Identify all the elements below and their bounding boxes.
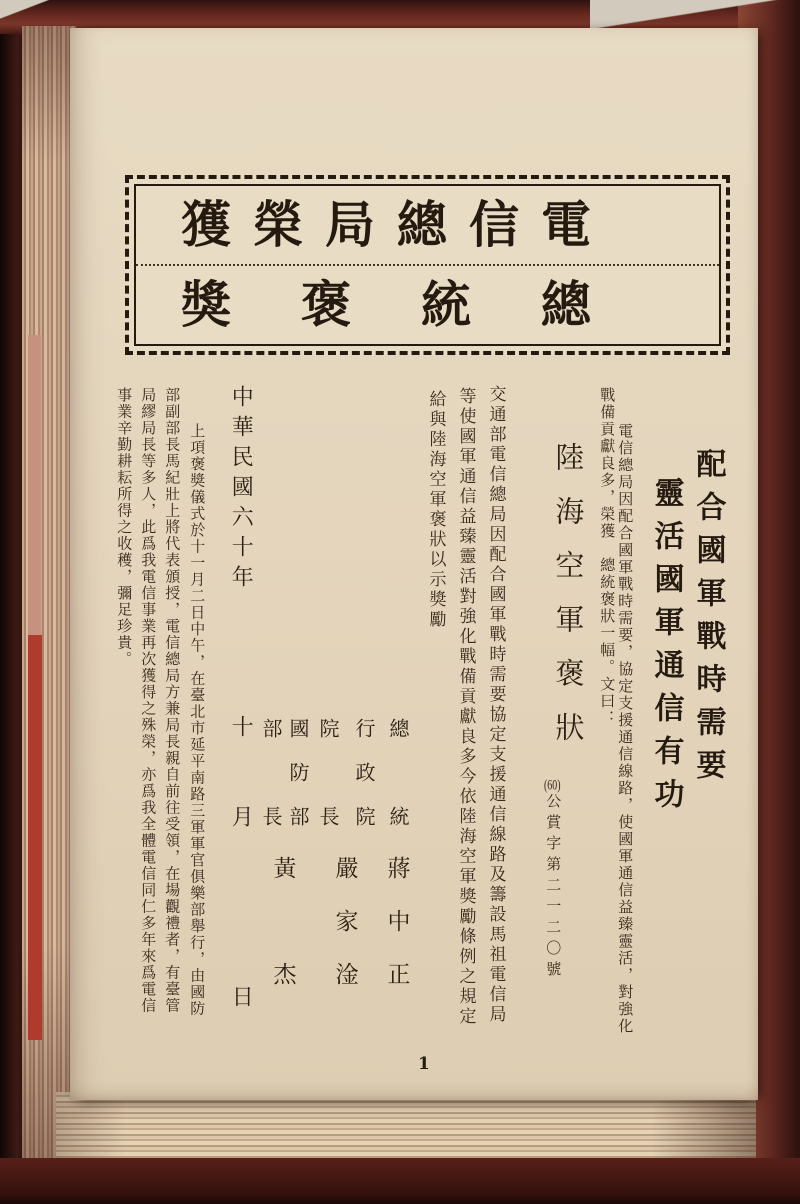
page-edge-pink-strip: [28, 335, 41, 635]
signature-defense-minister-title-sub: 部 長: [259, 718, 281, 850]
signature-president-title: 總 統: [386, 718, 408, 850]
masthead-inner-border: [134, 184, 721, 346]
headline-col-1: 配合國軍戰時需要: [691, 448, 725, 792]
page-edge-red-strip: [28, 635, 42, 1040]
date-line: 中華民國六十年 十 月 日: [229, 385, 255, 1015]
citation-body-col-3: 給與陸海空軍褒狀以示獎勵: [426, 390, 446, 630]
citation-title: 陸海空軍褒狀: [551, 442, 584, 766]
book-cover-bottom-edge: [0, 1158, 800, 1204]
background-top-left: [0, 0, 85, 24]
citation-body-col-1: 交通部電信總局因配合國軍戰時需要協定支援通信線路及籌設馬祖電信局: [486, 385, 506, 1025]
masthead-line-1: 獲 榮 局 總 信 電: [136, 186, 719, 266]
signature-premier-name: 嚴家淦: [332, 856, 358, 1015]
headline-col-2: 靈活國軍通信有功: [649, 477, 683, 821]
intro-col-1: 電信總局因配合國軍戰時需要，協定支援通信線路，使國軍通信益臻靈活，對強化: [616, 423, 633, 1035]
epilogue-col-4: 事業辛勤耕耘所得之收穫，彌足珍貴。: [115, 387, 132, 668]
signature-defense-minister-name: 黃 杰: [270, 856, 296, 1015]
epilogue-col-3: 局繆局長等多人，此爲我電信事業再次獲得之殊榮，亦爲我全體電信同仁多年來爲電信: [139, 387, 156, 1014]
citation-number-prefix: (60): [544, 778, 561, 793]
page-number: 1: [418, 1054, 430, 1074]
intro-col-2: 戰備貢獻良多，榮獲 總統褒狀一幅。文曰：: [598, 387, 615, 727]
masthead-box: [125, 175, 730, 355]
signature-premier-title-sub: 院 長: [316, 718, 338, 850]
signature-president-name: 蔣中正: [384, 856, 410, 1015]
citation-number: [543, 778, 560, 982]
signature-defense-minister-title-main: 國防部: [286, 718, 308, 850]
book-page: [70, 28, 758, 1100]
masthead-line-2: 獎 褒 統 總: [181, 277, 591, 333]
epilogue-col-2: 部副部長馬紀壯上將代表頒授，電信總局方兼局長親自前往受領，在場觀禮者，有臺管: [163, 387, 180, 1014]
citation-number-text: 公賞字第二一二〇號: [544, 793, 561, 982]
citation-body-col-2: 等使國軍通信益臻靈活對強化戰備貢獻良多今依陸海空軍獎勵條例之規定: [456, 387, 476, 1027]
epilogue-col-1: 上項褒獎儀式於十一月二日中午，在臺北市延平南路三軍軍官俱樂部舉行，由國防: [188, 423, 205, 1017]
signature-premier-title-main: 行政院: [352, 718, 374, 850]
